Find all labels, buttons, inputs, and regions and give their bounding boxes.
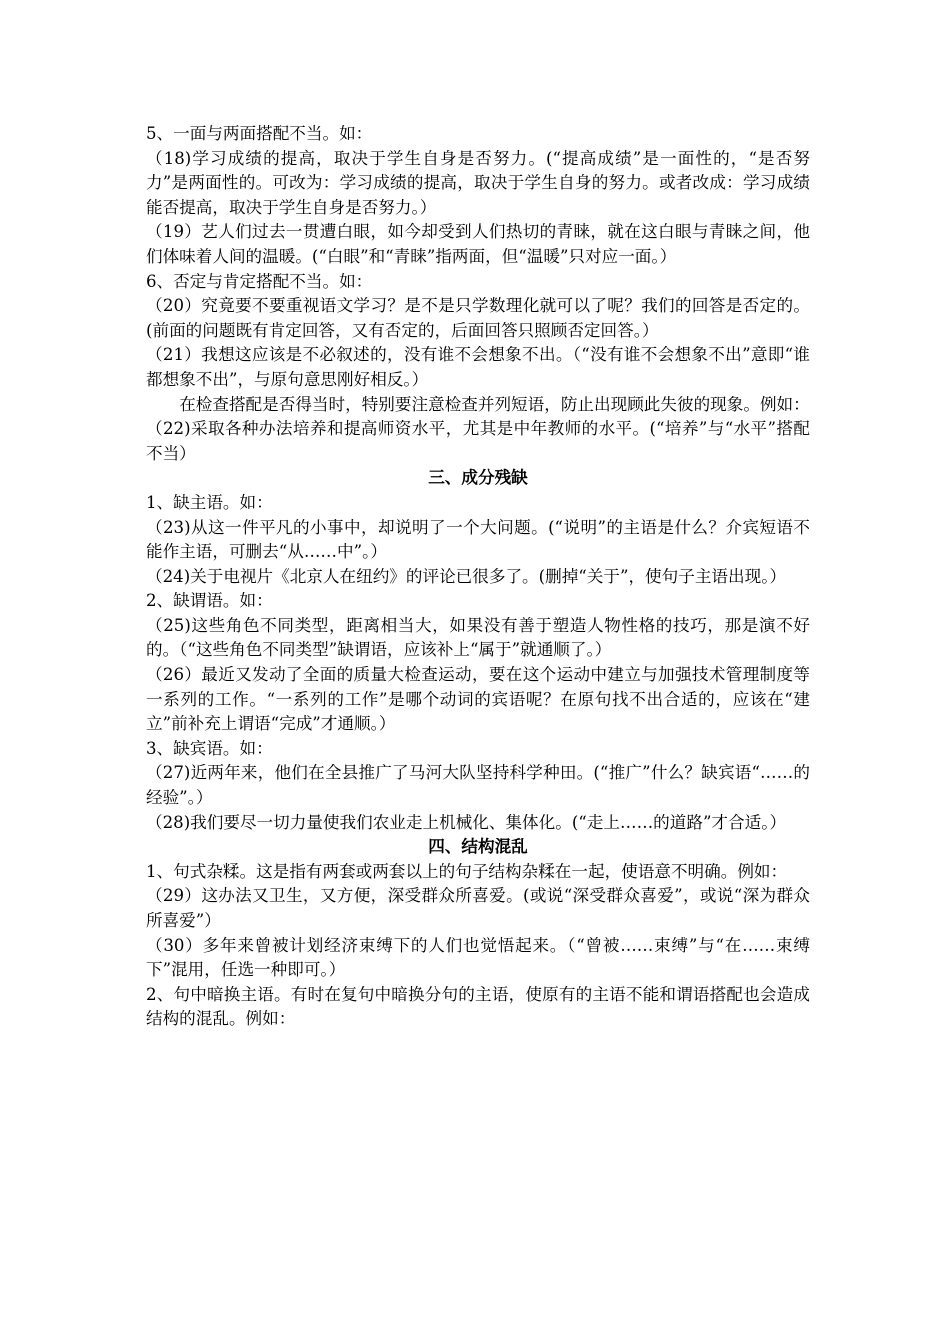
example-paragraph: （30）多年来曾被计划经济束缚下的人们也觉悟起来。（“曾被……束缚”与“在……束缚下”混用，任选一种即可。） [146,935,810,980]
list-item: 6、否定与肯定搭配不当。如： [146,271,373,291]
list-item: 1、句式杂糅。这是指有两套或两套以上的句子结构杂糅在一起，使语意不明确。例如： [146,861,788,881]
example-paragraph: （23)从这一件平凡的小事中，却说明了一个大问题。(“说明”的主语是什么？介宾短语不能作主语，可删去“从……中”。） [146,517,810,562]
list-item: 5、一面与两面搭配不当。如： [146,124,373,143]
body-paragraph: 在检查搭配是否得当时，特别要注意检查并列短语，防止出现顾此失彼的现象。例如： [179,394,810,414]
example-paragraph: （19）艺人们过去一贯遭白眼，如今却受到人们热切的青睐，就在这白眼与青睐之间，他们体味着人间的温暖。(“白眼”和“青睐”指两面，但“温暖”只对应一面。） [146,222,810,266]
section-heading: 三、成分残缺 [428,468,528,488]
document-page [146,122,810,1032]
example-paragraph: （20）究竟要不要重视语文学习？是不是只学数理化就可以了呢？我们的回答是否定的。(前面的问题既有肯定回答，又有否定的，后面回答只照顾否定回答。） [146,296,810,340]
example-paragraph: （21）我想这应该是不必叙述的，没有谁不会想象不出。（“没有谁不会想象不出”意即“谁都想象不出”，与原句意思刚好相反。） [146,345,810,389]
list-item: 2、缺谓语。如： [146,591,273,611]
example-paragraph: （29）这办法又卫生，又方便，深受群众所喜爱。(或说“深受群众喜爱”，或说“深为群众所喜爱”） [146,886,810,930]
list-item: 2、句中暗换主语。有时在复句中暗换分句的主语，使原有的主语不能和谓语搭配也会造成结构的混乱。例如： [146,984,810,1029]
example-paragraph: （26）最近又发动了全面的质量大检查运动，要在这个运动中建立与加强技术管理制度等一系列的工作。“一系列的工作”是哪个动词的宾语呢？在原句找不出合适的，应该在“建立”前补充上谓语“完成”才通顺。） [146,665,810,734]
section-heading: 四、结构混乱 [428,837,528,857]
example-paragraph: （18)学习成绩的提高，取决于学生自身是否努力。(“提高成绩”是一面性的，“是否努力”是两面性的。可改为：学习成绩的提高，取决于学生自身的努力。或者改成：学习成绩能否提高，取决于学生自身是否努力。） [146,148,810,217]
example-paragraph: （22)采取各种办法培养和提高师资水平，尤其是中年教师的水平。(“培养”与“水平”搭配不当） [146,419,810,463]
list-item: 3、缺宾语。如： [146,738,273,758]
example-paragraph: （25)这些角色不同类型，距离相当大，如果没有善于塑造人物性格的技巧，那是演不好的。（“这些角色不同类型”缺谓语，应该补上“属于”就通顺了。） [146,615,810,660]
example-paragraph: （24)关于电视片《北京人在纽约》的评论已很多了。(删掉“关于”，使句子主语出现。） [146,566,787,586]
list-item: 1、缺主语。如： [146,492,273,512]
example-paragraph: （27)近两年来，他们在全县推广了马河大队坚持科学种田。(“推广”什么？缺宾语“……的经验”。） [146,763,810,808]
example-paragraph: （28)我们要尽一切力量使我们农业走上机械化、集体化。(“走上……的道路”才合适。） [146,812,787,832]
